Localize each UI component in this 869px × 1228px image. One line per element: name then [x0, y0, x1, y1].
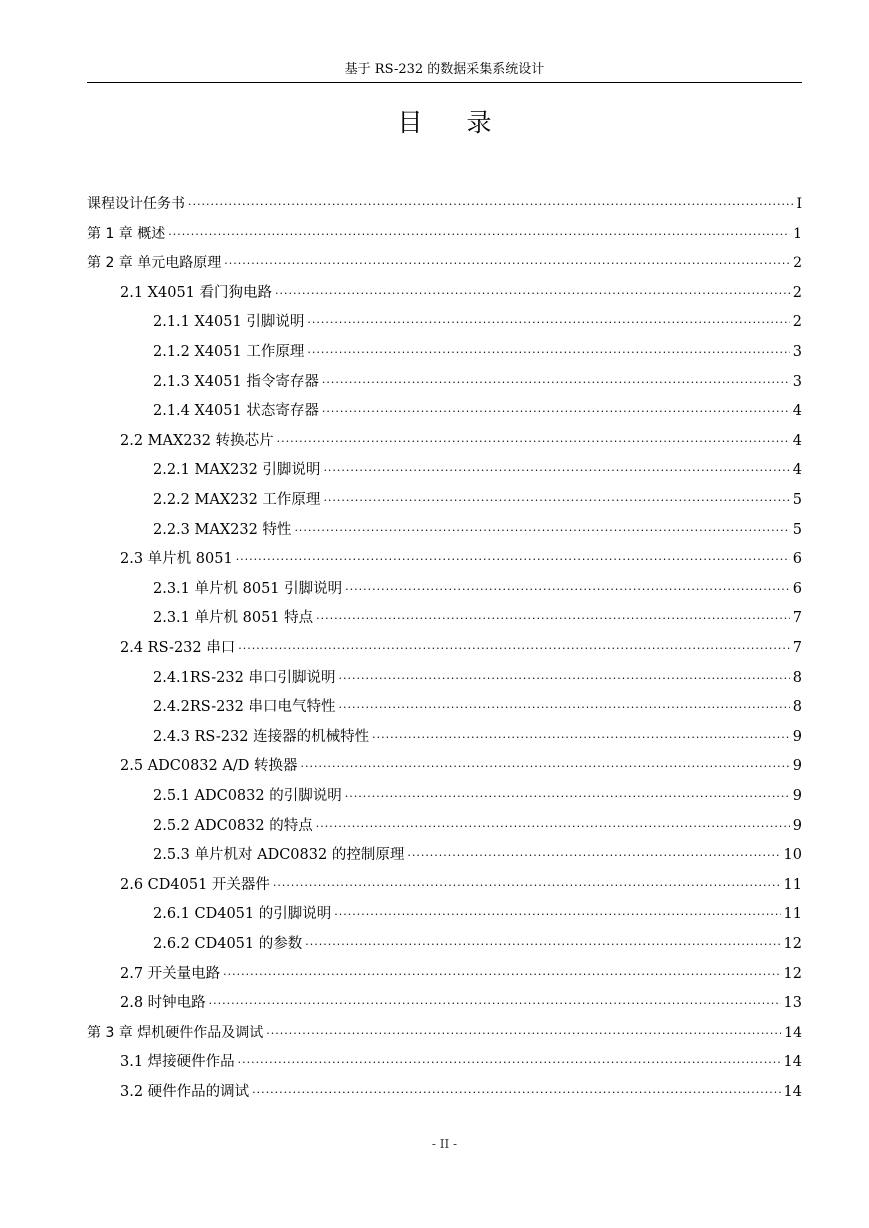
- toc-entry-page: 9: [792, 758, 802, 775]
- toc-title: 目录: [397, 108, 536, 137]
- toc-entry[interactable]: [120, 993, 802, 1014]
- toc-entry-label: 2.5 ADC0832 A/D 转换器: [120, 758, 298, 775]
- toc-entry-page: 10: [783, 847, 802, 864]
- toc-entry-page: 2: [792, 284, 802, 301]
- toc-entry[interactable]: [120, 964, 802, 985]
- toc-entry-page: I: [796, 196, 802, 212]
- toc-entry-label: 2.8 时钟电路: [120, 995, 206, 1012]
- toc-entry-label: 2.3.1 单片机 8051 引脚说明: [153, 580, 343, 597]
- toc-leader-dots: [316, 609, 790, 629]
- toc-leader-dots: [275, 284, 790, 304]
- toc-leader-dots: [168, 225, 790, 245]
- toc-entry[interactable]: [120, 638, 802, 659]
- toc-leader-dots: [223, 965, 780, 985]
- toc-entry-label: 2.2.3 MAX232 特性: [153, 521, 292, 538]
- toc-entry-page: 2: [792, 314, 802, 331]
- toc-entry-page: 12: [783, 936, 802, 952]
- toc-entry[interactable]: [153, 460, 802, 481]
- toc-entry[interactable]: [153, 845, 802, 866]
- toc-entry-label: 第 1 章 概述: [87, 225, 166, 242]
- toc-leader-dots: [307, 313, 789, 333]
- toc-leader-dots: [345, 580, 790, 600]
- toc-leader-dots: [372, 728, 790, 748]
- toc-entry-label: 2.7 开关量电路: [120, 965, 221, 982]
- toc-entry-page: 9: [792, 728, 802, 745]
- toc-leader-dots: [209, 994, 781, 1014]
- toc-leader-dots: [188, 195, 793, 215]
- toc-entry-page: 12: [783, 965, 802, 982]
- toc-leader-dots: [300, 757, 789, 777]
- toc-leader-dots: [345, 787, 790, 807]
- toc-entry[interactable]: [120, 1082, 802, 1103]
- toc-entry-page: 9: [792, 817, 802, 834]
- toc-entry[interactable]: [120, 431, 802, 452]
- toc-leader-dots: [238, 639, 790, 659]
- toc-leader-dots: [322, 402, 790, 422]
- toc-leader-dots: [338, 669, 789, 689]
- toc-leader-dots: [323, 461, 789, 481]
- toc-entry[interactable]: [87, 253, 802, 274]
- toc-entry-label: 课程设计任务书: [87, 196, 185, 212]
- page-number: - II -: [431, 1137, 458, 1151]
- header-rule: [87, 82, 802, 83]
- toc-leader-dots: [273, 876, 781, 896]
- toc-leader-dots: [266, 1024, 781, 1044]
- toc-entry-label: 2.1 X4051 看门狗电路: [120, 284, 273, 301]
- toc-entry-page: 11: [783, 906, 802, 923]
- toc-entry-page: 8: [792, 669, 802, 686]
- toc-entry-label: 2.5.1 ADC0832 的引脚说明: [153, 788, 342, 804]
- toc-leader-dots: [307, 343, 789, 363]
- toc-entry-label: 2.5.2 ADC0832 的特点: [153, 817, 313, 834]
- toc-entry[interactable]: [120, 549, 802, 570]
- toc-entry[interactable]: [153, 934, 802, 955]
- toc-entry-label: 3.1 焊接硬件作品: [120, 1054, 235, 1071]
- toc-entry-label: 2.4.3 RS-232 连接器的机械特性: [153, 728, 370, 745]
- toc-leader-dots: [277, 432, 790, 452]
- toc-entry[interactable]: [153, 668, 802, 689]
- toc-entry[interactable]: [153, 697, 802, 718]
- toc-entry-page: 3: [792, 373, 802, 390]
- toc-entry-label: 2.3 单片机 8051: [120, 551, 233, 568]
- toc-entry-page: 3: [792, 344, 802, 360]
- toc-entry-page: 14: [783, 1084, 802, 1100]
- toc-entry-label: 2.1.2 X4051 工作原理: [153, 344, 305, 360]
- toc-entry[interactable]: [153, 372, 802, 393]
- toc-entry-label: 2.6 CD4051 开关器件: [120, 876, 270, 893]
- toc-entry-page: 5: [792, 521, 802, 538]
- toc-entry-label: 2.4.2RS-232 串口电气特性: [153, 699, 336, 716]
- toc-entry-label: 2.2.1 MAX232 引脚说明: [153, 462, 321, 479]
- toc-entry-page: 13: [783, 995, 802, 1012]
- toc-entry-page: 8: [792, 699, 802, 716]
- toc-leader-dots: [238, 1053, 781, 1073]
- toc-entry-page: 14: [784, 1024, 802, 1041]
- toc-leader-dots: [305, 935, 780, 955]
- toc-entry[interactable]: [120, 1052, 802, 1073]
- toc-entry-page: 6: [792, 580, 802, 597]
- toc-leader-dots: [224, 254, 790, 274]
- toc-leader-dots: [252, 1083, 780, 1103]
- toc-entry[interactable]: [153, 401, 802, 422]
- toc-leader-dots: [334, 905, 780, 925]
- toc-entry[interactable]: [153, 520, 802, 541]
- toc-entry[interactable]: [153, 816, 802, 837]
- toc-entry[interactable]: [87, 224, 802, 245]
- toc-entry[interactable]: [153, 342, 802, 363]
- toc-entry-page: 4: [792, 462, 802, 479]
- toc-leader-dots: [236, 550, 790, 570]
- toc-leader-dots: [338, 698, 789, 718]
- toc-entry[interactable]: [120, 756, 802, 777]
- toc-entry[interactable]: [153, 786, 802, 807]
- toc-entry[interactable]: [87, 194, 802, 215]
- toc-entry[interactable]: [153, 312, 802, 333]
- toc-leader-dots: [322, 373, 790, 393]
- toc-entry[interactable]: [153, 579, 802, 600]
- toc-entry-page: 1: [793, 225, 802, 242]
- toc-leader-dots: [316, 817, 790, 837]
- toc-entry[interactable]: [153, 727, 802, 748]
- toc-entry[interactable]: [153, 904, 802, 925]
- toc-entry-label: 2.2 MAX232 转换芯片: [120, 432, 274, 449]
- toc-entry-label: 2.5.3 单片机对 ADC0832 的控制原理: [153, 847, 405, 864]
- toc-entry[interactable]: [153, 490, 802, 511]
- toc-entry-page: 5: [792, 492, 802, 508]
- toc-entry-page: 4: [792, 403, 802, 420]
- toc-entry-page: 11: [783, 876, 802, 893]
- toc-leader-dots: [407, 846, 780, 866]
- toc-entry-label: 2.4 RS-232 串口: [120, 640, 236, 656]
- toc-entry[interactable]: [120, 875, 802, 896]
- toc-entry-label: 第 3 章 焊机硬件作品及调试: [87, 1024, 264, 1041]
- toc-entry-label: 2.3.1 单片机 8051 特点: [153, 610, 314, 627]
- toc-entry[interactable]: [153, 608, 802, 629]
- running-header: 基于 RS-232 的数据采集系统设计: [344, 62, 545, 77]
- toc-entry-label: 3.2 硬件作品的调试: [120, 1084, 250, 1100]
- toc-leader-dots: [323, 491, 789, 511]
- toc-entry[interactable]: [87, 1023, 802, 1044]
- toc-entry-label: 2.1.4 X4051 状态寄存器: [153, 403, 319, 420]
- toc-entry-label: 2.1.1 X4051 引脚说明: [153, 314, 305, 331]
- toc-entry-label: 2.6.1 CD4051 的引脚说明: [153, 906, 332, 923]
- toc-entry-label: 第 2 章 单元电路原理: [87, 255, 222, 272]
- toc-entry-label: 2.1.3 X4051 指令寄存器: [153, 373, 319, 390]
- toc-entry-page: 6: [792, 551, 802, 568]
- toc-entry-label: 2.4.1RS-232 串口引脚说明: [153, 669, 336, 686]
- toc-leader-dots: [294, 521, 789, 541]
- toc-entry-page: 9: [792, 788, 802, 804]
- toc-entry[interactable]: [120, 283, 802, 304]
- toc-entry-page: 4: [792, 432, 802, 449]
- toc-entry-page: 7: [792, 610, 802, 627]
- toc-entry-label: 2.2.2 MAX232 工作原理: [153, 492, 321, 508]
- toc-entry-page: 2: [793, 255, 802, 272]
- toc-entry-page: 14: [783, 1054, 802, 1071]
- toc-entry-page: 7: [792, 640, 802, 656]
- toc-entry-label: 2.6.2 CD4051 的参数: [153, 936, 303, 952]
